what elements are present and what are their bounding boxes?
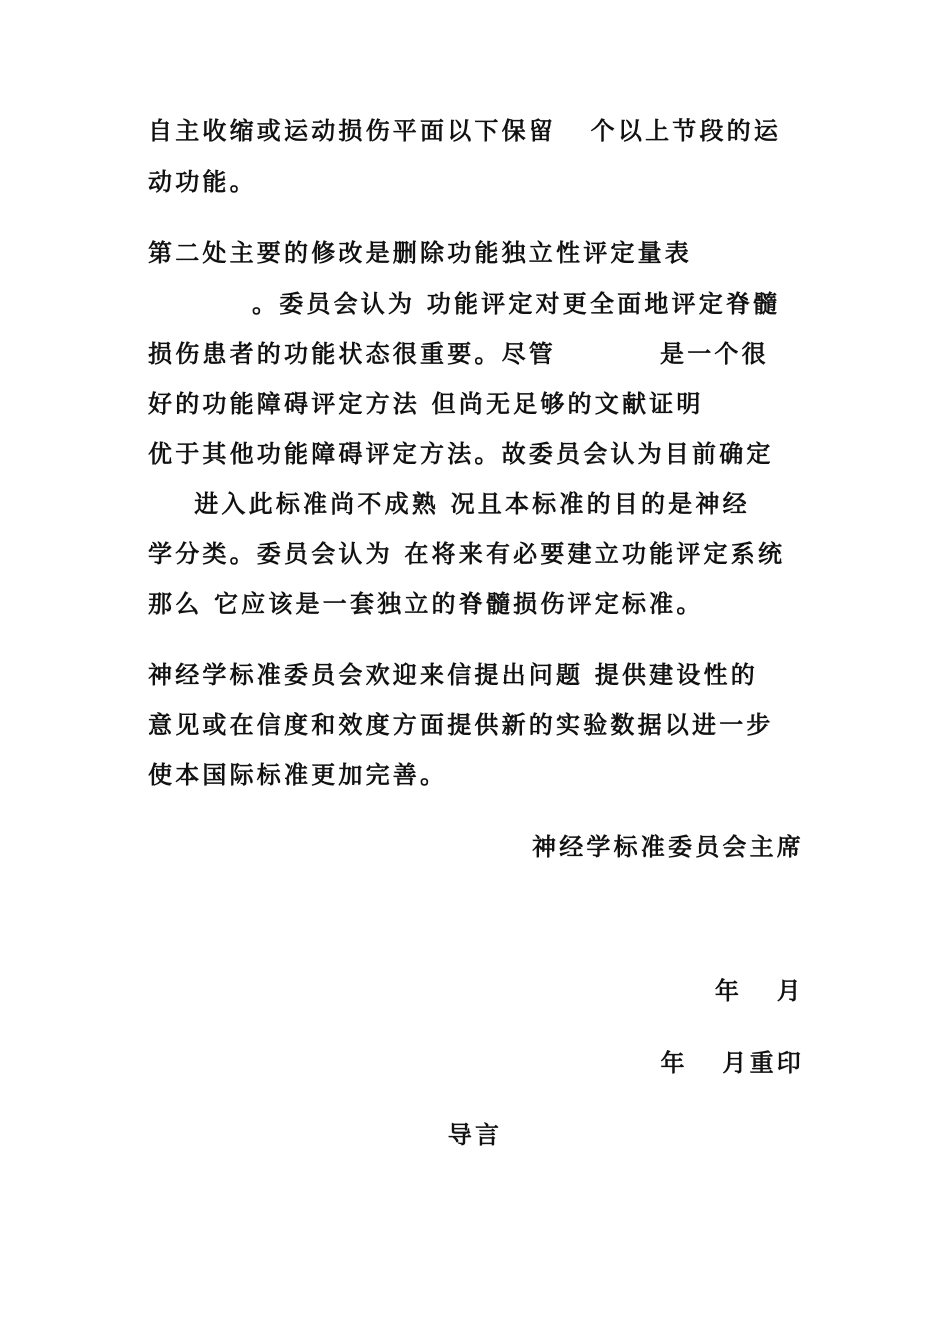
reprint-date-line: 年 月重印	[660, 1048, 804, 1077]
paragraph-2-line-5: 优于其他功能障碍评定方法。故委员会认为目前确定	[148, 439, 774, 468]
paragraph-3-line-2: 意见或在信度和效度方面提供新的实验数据以进一步	[148, 710, 774, 739]
signature: 神经学标准委员会主席	[532, 832, 804, 861]
paragraph-2-line-3: 损伤患者的功能状态很重要。尽管 是一个很	[148, 339, 769, 368]
paragraph-1-line-1: 自主收缩或运动损伤平面以下保留 个以上节段的运	[148, 116, 782, 145]
paragraph-3-line-3: 使本国际标准更加完善。	[148, 760, 448, 789]
paragraph-2-line-2: 。委员会认为 功能评定对更全面地评定脊髓	[148, 289, 781, 318]
paragraph-2-line-8: 那么 它应该是一套独立的脊髓损伤评定标准。	[148, 589, 704, 618]
date-line: 年 月	[714, 976, 804, 1005]
paragraph-2-line-4: 好的功能障碍评定方法 但尚无足够的文献证明	[148, 389, 704, 418]
section-heading: 导言	[447, 1120, 503, 1149]
paragraph-2-line-1: 第二处主要的修改是删除功能独立性评定量表	[148, 238, 692, 267]
paragraph-2-line-7: 学分类。委员会认为 在将来有必要建立功能评定系统	[148, 539, 786, 568]
paragraph-2-line-6: 进入此标准尚不成熟 况且本标准的目的是神经	[148, 489, 750, 518]
paragraph-1-line-2: 动功能。	[148, 167, 257, 196]
paragraph-3-line-1: 神经学标准委员会欢迎来信提出问题 提供建设性的	[148, 660, 758, 689]
